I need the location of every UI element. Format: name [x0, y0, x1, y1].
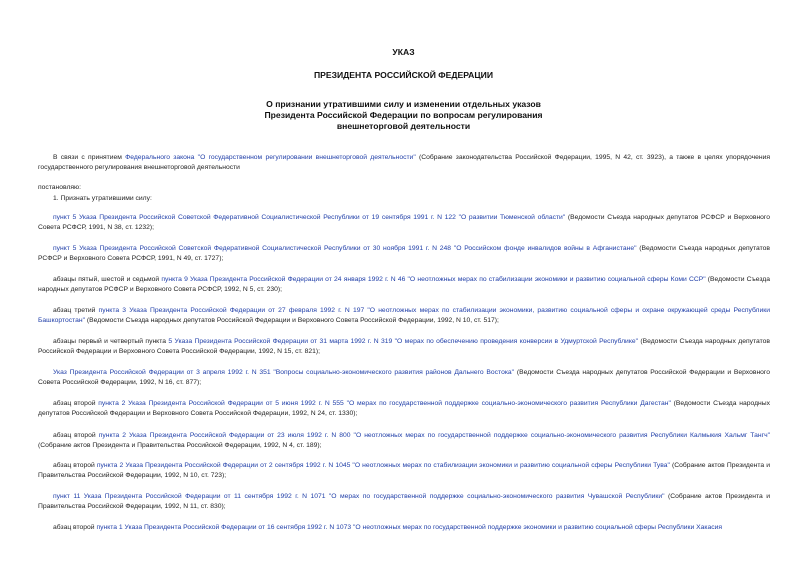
- decree-link[interactable]: пункта 3 Указа Президента Российской Федерации от 27 февраля 1992 г. N 197 "О неотложных мерах по стабилизации экономики, развитию социальной сферы и охране окружающей среды Республики Башкортостан": [38, 307, 770, 324]
- list-item: пункт 5 Указа Президента Российской Советской Федеративной Социалистической Республики от 30 ноября 1991 г. N 248 "О Российском фонде инвалидов войны в Афганистане" (Ведомости Съезда народных депутатов РСФСР и Верховного Совета РСФСР, 1991, N 49, ст. 1727);: [38, 245, 770, 262]
- issuer: ПРЕЗИДЕНТА РОССИЙСКОЙ ФЕДЕРАЦИИ: [313, 70, 494, 80]
- list-item: пункт 11 Указа Президента Российской Федерации от 11 сентября 1992 г. N 1071 "О мерах по государственной поддержке социально-экономического развития Чувашской Республики" (Собрание актов Президента и Правительства Российской Федерации, 1992, N 11, ст. 830);: [38, 493, 770, 510]
- list-item: абзац третий пункта 3 Указа Президента Российской Федерации от 27 февраля 1992 г. N 197 "О неотложных мерах по стабилизации экономики, развитию социальной сферы и охране окружающей среды Республики Башкортостан" (Ведомости Съезда народных депутатов Российской Федерации и Верховного Совета Российской Федерации, 1992, N 10, ст. 517);: [38, 307, 770, 324]
- list-item: абзац второй пункта 2 Указа Президента Российской Федерации от 23 июля 1992 г. N 800 "О неотложных мерах по государственной поддержке социально-экономического развития Республики Калмыкия Хальмг Тангч" (Собрание актов Президента и Правительства Российской Федерации, 1992, N 4, ст. 189);: [38, 432, 770, 449]
- list-item: абзац второй пункта 2 Указа Президента Российской Федерации от 5 июня 1992 г. N 555 "О мерах по государственной поддержке социально-экономического развития Республики Дагестан" (Ведомости Съезда народных депутатов Российской Федерации и Верховного Совета Российской Федерации, 1992, N 24, ст. 1330);: [38, 400, 770, 417]
- preamble-text-2: (Собрание законодательства Российской Федерации, 1995, N 42, ст. 3923), а также в целях упорядочения государственного регулирования внешнеторговой деятельности: [38, 154, 770, 171]
- decree-link[interactable]: 5 Указа Президента Российской Федерации от 31 марта 1992 г. N 319 "О мерах по обеспечению проведения конверсии в Удмуртской Республике": [168, 338, 639, 345]
- document-type: УКАЗ: [392, 47, 415, 57]
- item-1-heading: 1. Признать утратившими силу:: [53, 195, 152, 202]
- decree-link[interactable]: пункта 2 Указа Президента Российской Федерации от 5 июня 1992 г. N 555 "О мерах по государственной поддержке социально-экономического развития Республики Дагестан": [98, 400, 671, 407]
- preamble-law-link[interactable]: Федерального закона "О государственном регулировании внешнеторговой деятельности": [125, 154, 416, 161]
- list-item: абзацы первый и четвертый пункта 5 Указа Президента Российской Федерации от 31 марта 1992 г. N 319 "О мерах по обеспечению проведения конверсии в Удмуртской Республике" (Ведомости Съезда народных депутатов Российской Федерации и Верховного Совета Российской Федерации, 1992, N 15, ст. 821);: [38, 338, 770, 355]
- decree-link[interactable]: пункт 5 Указа Президента Российской Советской Федеративной Социалистической Республики от 30 ноября 1991 г. N 248 "О Российском фонде инвалидов войны в Афганистане": [53, 245, 637, 252]
- decree-link[interactable]: пункта 1 Указа Президента Российской Федерации от 16 сентября 1992 г. N 1073 "О неотложных мерах по государственной поддержке экономики и развитию социальной сферы Республики Хакасия: [96, 524, 723, 531]
- preamble-text-1: В связи с принятием: [53, 154, 126, 161]
- title-line-2: Президента Российской Федерации по вопросам регулирования: [264, 110, 543, 120]
- decree-link[interactable]: Указ Президента Российской Федерации от 3 апреля 1992 г. N 351 "Вопросы социально-экономического развития районов Дальнего Востока": [53, 369, 515, 376]
- list-item: пункт 5 Указа Президента Российской Советской Федеративной Социалистической Республики от 19 сентября 1991 г. N 122 "О развитии Тюменской области" (Ведомости Съезда народных депутатов РСФСР и Верховного Совета РСФСР, 1991, N 38, ст. 1232);: [38, 214, 770, 231]
- decree-link[interactable]: пункт 11 Указа Президента Российской Федерации от 11 сентября 1992 г. N 1071 "О мерах по государственной поддержке социально-экономического развития Чувашской Республики": [53, 493, 665, 500]
- list-item: Указ Президента Российской Федерации от 3 апреля 1992 г. N 351 "Вопросы социально-экономического развития районов Дальнего Востока" (Ведомости Съезда народных депутатов Российской Федерации и Верховного Совета Российской Федерации, 1992, N 16, ст. 877);: [38, 369, 770, 386]
- decree-link[interactable]: пункта 2 Указа Президента Российской Федерации от 23 июля 1992 г. N 800 "О неотложных мерах по государственной поддержке социально-экономического развития Республики Калмыкия Хальмг Тангч": [98, 432, 770, 439]
- decree-word: постановляю:: [38, 184, 81, 191]
- preamble: [38, 153, 770, 173]
- title-line-1: О признании утратившими силу и изменении отдельных указов: [266, 99, 541, 109]
- list-item: абзац второй пункта 1 Указа Президента Российской Федерации от 16 сентября 1992 г. N 1073 "О неотложных мерах по государственной поддержке экономики и развитию социальной сферы Республики Хакасия: [53, 524, 723, 531]
- title-line-3: внешнеторговой деятельности: [336, 121, 471, 131]
- decree-link[interactable]: пункта 9 Указа Президента Российской Федерации от 24 января 1992 г. N 46 "О неотложных мерах по стабилизации экономики и развитию социальной сферы Коми ССР": [161, 276, 706, 283]
- list-item: абзацы пятый, шестой и седьмой пункта 9 Указа Президента Российской Федерации от 24 января 1992 г. N 46 "О неотложных мерах по стабилизации экономики и развитию социальной сферы Коми ССР" (Ведомости Съезда народных депутатов РСФСР и Верховного Совета РСФСР, 1992, N 5, ст. 230);: [38, 276, 770, 293]
- document-title: [0, 99, 807, 132]
- decree-link[interactable]: пункт 5 Указа Президента Российской Советской Федеративной Социалистической Республики от 19 сентября 1991 г. N 122 "О развитии Тюменской области": [53, 214, 566, 221]
- list-item: абзац второй пункта 2 Указа Президента Российской Федерации от 2 сентября 1992 г. N 1045 "О неотложных мерах по стабилизации экономики и развитию социальной сферы Республики Тува" (Собрание актов Президента и Правительства Российской Федерации, 1992, N 10, ст. 723);: [38, 462, 770, 479]
- decree-link[interactable]: пункта 2 Указа Президента Российской Федерации от 2 сентября 1992 г. N 1045 "О неотложных мерах по стабилизации экономики и развитию социальной сферы Республики Тува": [96, 462, 670, 469]
